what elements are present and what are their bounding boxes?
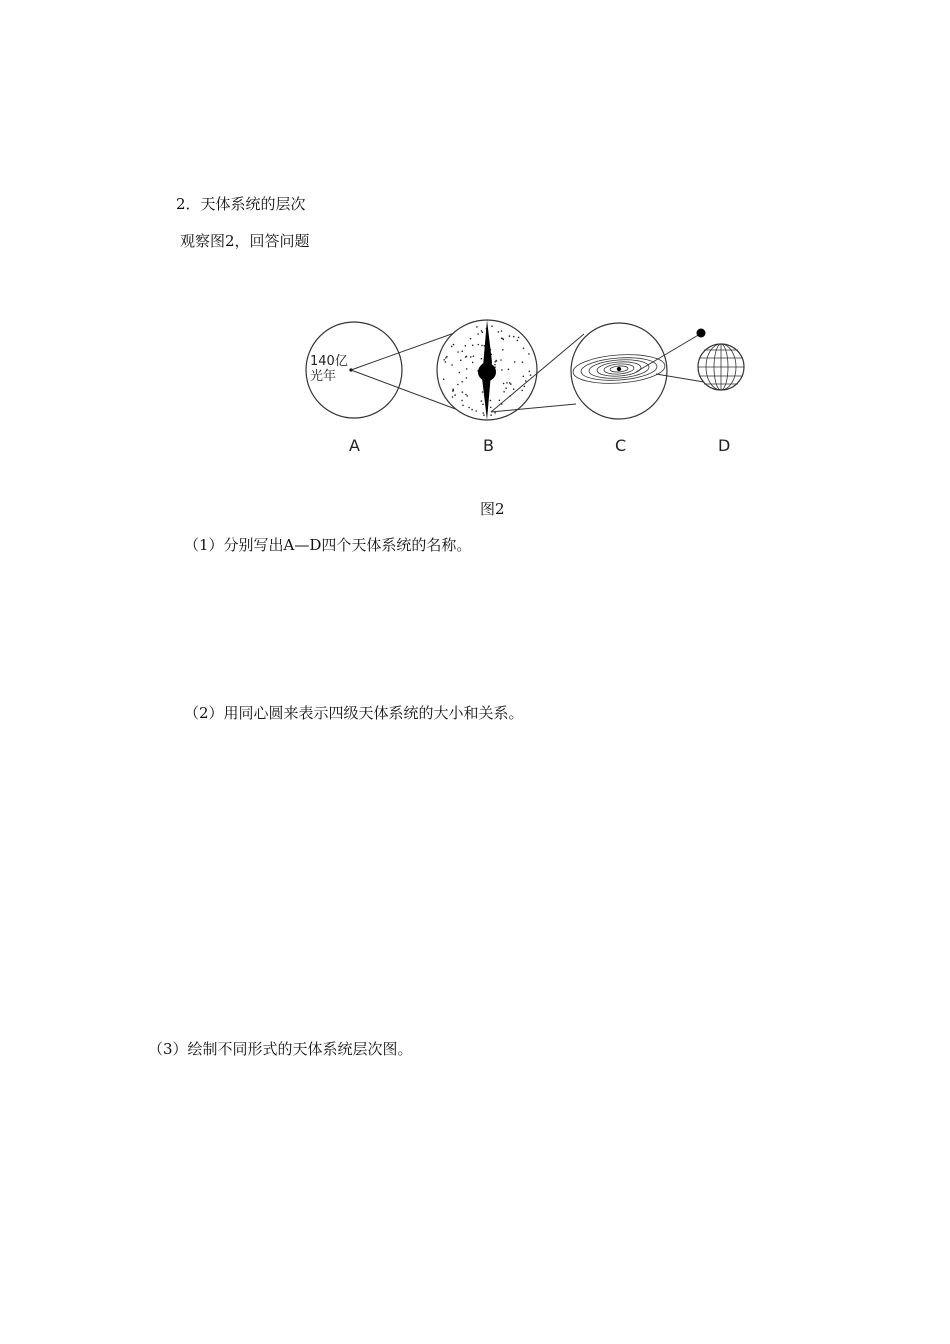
star-dot [525,380,527,382]
star-dot [459,372,461,374]
star-dot [481,358,483,360]
star-dot [470,356,472,358]
universe-size-label: 140亿 [310,354,348,369]
star-dot [513,336,515,338]
star-dot [522,361,524,363]
star-dot [453,344,455,346]
star-dot [477,333,479,335]
star-dot [466,377,468,379]
star-dot [524,386,526,388]
star-dot [461,400,463,402]
panel-a-observable-universe [306,322,402,418]
star-dot [521,390,523,392]
star-dot [491,325,493,327]
star-dot [483,414,485,416]
panel-label-d: D [718,436,731,455]
star-dot [443,359,445,361]
star-dot [472,345,474,347]
section-heading: 2．天体系统的层次 [176,195,306,213]
star-dot [454,394,456,396]
star-dot [530,374,532,376]
star-dot [509,382,511,384]
star-dot [482,404,484,406]
star-dot [452,388,454,390]
star-dot [466,368,468,370]
star-dot [500,359,502,361]
star-dot [509,335,511,337]
star-dot [503,339,505,341]
star-dot [508,369,510,371]
question-1: （1）分别写出A—D四个天体系统的名称。 [184,536,472,554]
star-dot [460,359,462,361]
instruction-text: 观察图2，回答问题 [180,232,310,250]
star-dot [490,414,492,416]
star-dot [451,346,453,348]
star-dot [528,353,530,355]
sun-marker [617,367,621,371]
star-dot [476,326,478,328]
star-dot [490,400,492,402]
star-dot [481,345,483,347]
figure-caption: 图2 [480,500,505,518]
star-dot [523,348,525,350]
star-dot [466,356,468,358]
star-dot [517,340,519,342]
panel-c-solar-system [571,323,667,419]
star-dot [451,364,453,366]
star-dot [495,360,497,362]
star-dot [478,344,480,346]
star-dot [443,378,445,380]
star-dot [446,356,448,358]
star-dot [470,338,472,340]
star-dot [494,412,496,414]
star-dot [501,337,503,339]
star-dot [501,369,503,371]
star-dot [461,350,463,352]
panel-label-a: A [349,436,360,455]
star-dot [482,391,484,393]
question-2: （2）用同心圆来表示四级天体系统的大小和关系。 [184,704,524,722]
star-dot [462,391,464,393]
star-dot [503,383,505,385]
star-dot [461,381,463,383]
star-dot [481,330,483,332]
star-dot [506,382,508,384]
star-dot [457,384,459,386]
star-dot [482,412,484,414]
star-dot [502,349,504,351]
star-dot [523,376,525,378]
star-dot [503,391,505,393]
star-dot [513,388,515,390]
panel-label-c: C [615,436,627,455]
star-dot [465,345,467,347]
universe-size-unit-label: 光年 [310,369,337,384]
question-3: （3）绘制不同形式的天体系统层次图。 [148,1040,413,1058]
star-dot [505,387,507,389]
star-dot [498,331,500,333]
star-dot [462,405,464,407]
star-dot [445,357,447,359]
star-dot [465,394,467,396]
star-dot [452,396,454,398]
star-dot [457,351,459,353]
star-dot [494,364,496,366]
star-dot [481,400,483,402]
star-dot [501,330,503,332]
star-dot [468,407,470,409]
star-dot [453,390,455,392]
star-dot [514,361,516,363]
star-dot [445,361,447,363]
panel-b-galaxy [437,320,537,420]
galactic-bulge [478,363,496,381]
panel-label-b: B [483,436,494,455]
star-dot [475,410,477,412]
star-dot [472,362,474,364]
star-dot [518,337,520,339]
star-dot [471,409,473,411]
moon-icon [697,329,706,338]
star-dot [482,332,484,334]
panel-d-earth-moon-system [698,344,744,390]
star-dot [466,395,468,397]
star-dot [490,407,492,409]
star-dot [499,400,501,402]
connector-c-d-top [636,334,700,372]
star-dot [473,355,475,357]
star-dot [529,371,531,373]
celestial-system-hierarchy-diagram [296,312,756,462]
